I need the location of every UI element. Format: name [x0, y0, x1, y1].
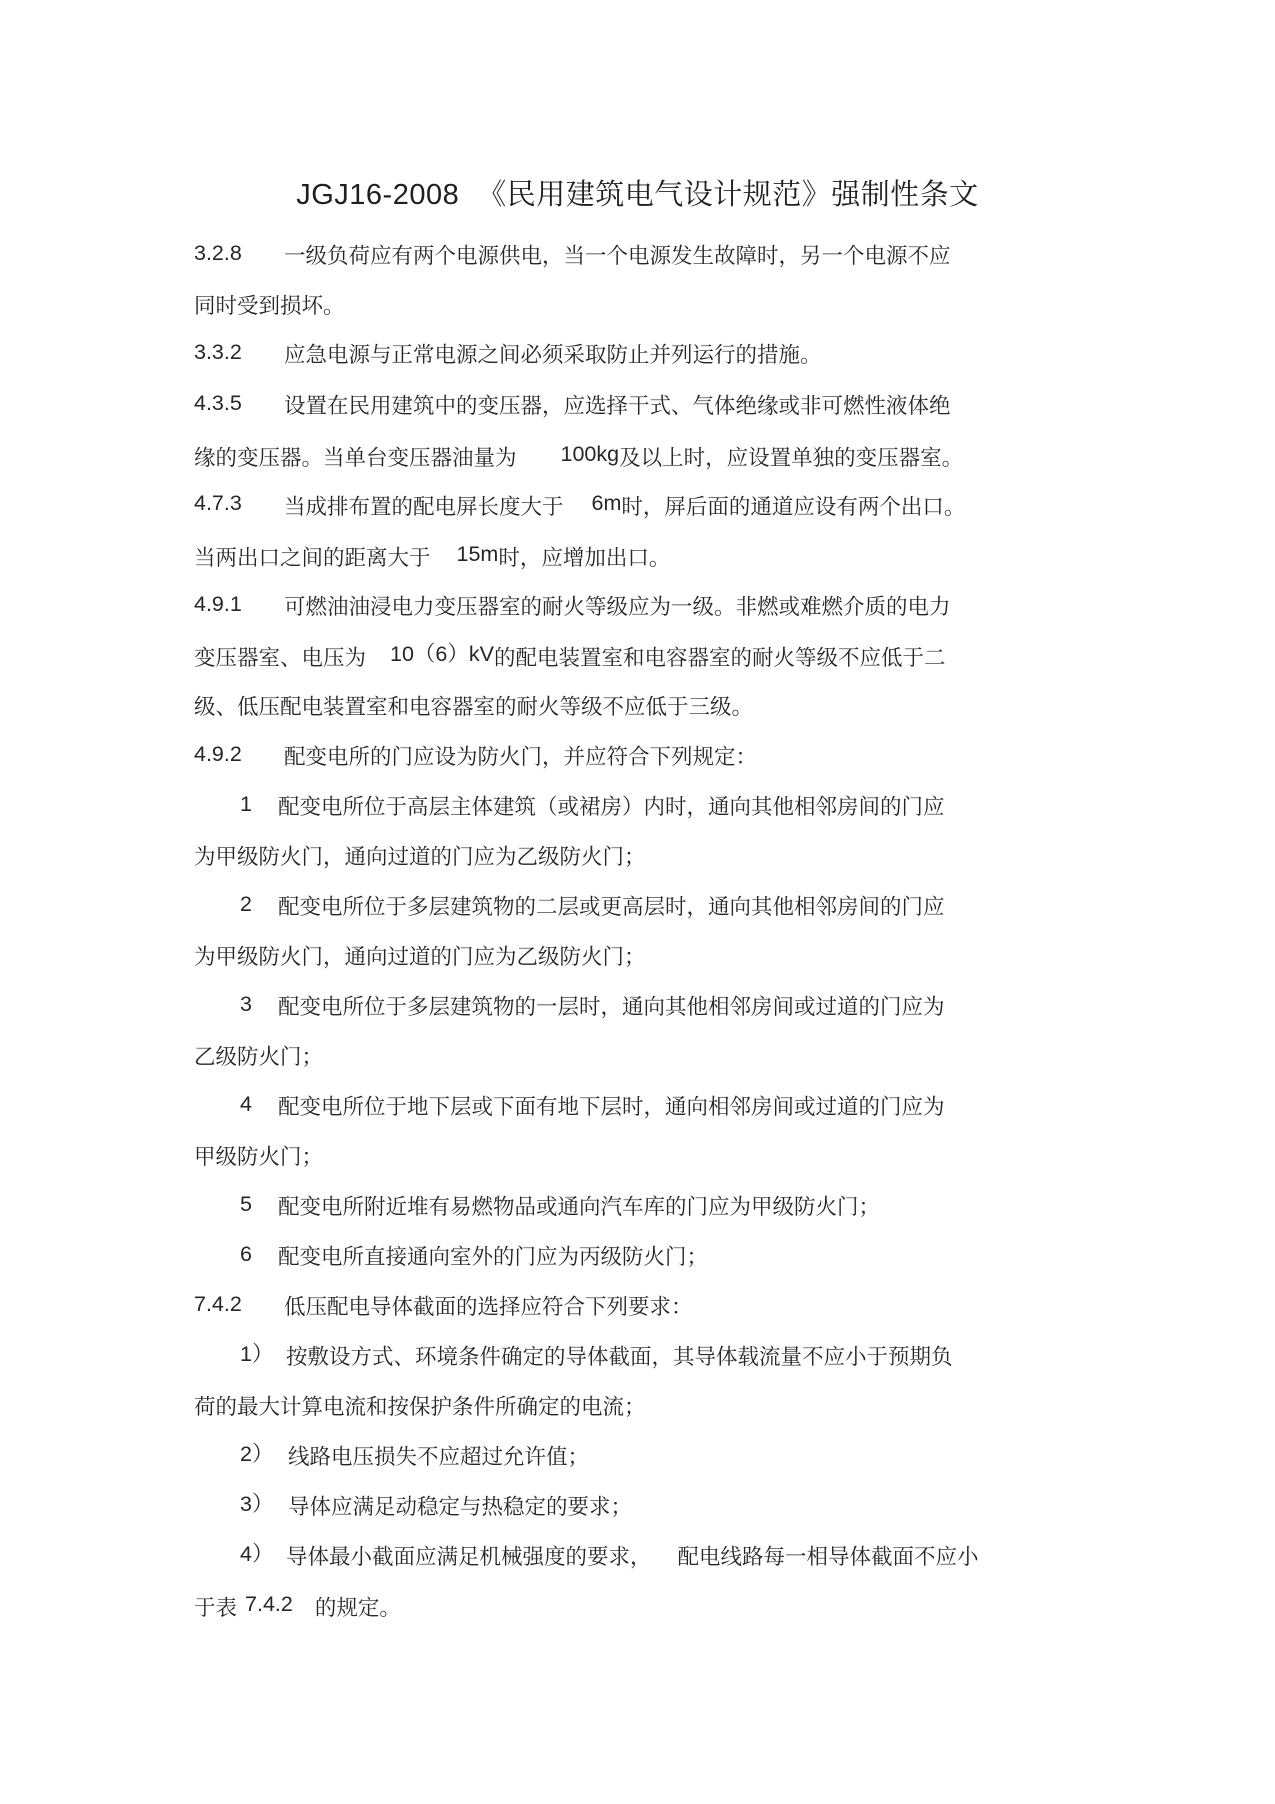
page-title: [0, 172, 1275, 213]
distance-value: 15m: [456, 542, 499, 566]
clause-4-3-5-cont: [194, 443, 963, 474]
list-item: [240, 993, 1100, 1023]
item-text: 配变电所位于多层建筑物的一层时，通向其他相邻房间或过道的门应为: [278, 995, 945, 1020]
clause-4-3-5: [194, 392, 1094, 422]
text-segment: 当成排布置的配电屏长度大于: [284, 495, 564, 520]
item-number: 2）: [240, 1442, 274, 1466]
clause-3-2-8-cont: 同时受到损坏。: [194, 294, 345, 319]
item-text: [286, 1543, 979, 1573]
list-item-cont: 荷的最大计算电流和按保护条件所确定的电流；: [194, 1395, 646, 1420]
clause-3-3-2: [194, 341, 1094, 371]
text-segment: 于表: [194, 1596, 238, 1621]
list-item-cont: 乙级防火门；: [194, 1045, 324, 1070]
list-item: [240, 1343, 1120, 1373]
item-text: 配变电所附近堆有易燃物品或通向汽车库的门应为甲级防火门；: [278, 1195, 881, 1220]
item-text: 配变电所位于地下层或下面有地下层时，通向相邻房间或过道的门应为: [278, 1095, 945, 1120]
list-item: [240, 1243, 1100, 1273]
oil-quantity: 100kg: [560, 442, 620, 466]
list-item: [240, 1093, 1100, 1123]
text-segment: 的配电装置室和电容器室的耐火等级不应低于二: [493, 646, 946, 671]
list-item: [240, 893, 1100, 923]
list-item: [240, 1543, 1120, 1573]
clause-4-9-1-cont2: 级、低压配电装置室和电容器室的耐火等级不应低于三级。: [194, 695, 754, 720]
list-item-cont: [194, 1593, 401, 1624]
text-segment: 配电线路每一相导体截面不应小: [677, 1545, 979, 1570]
item-number: 4）: [240, 1542, 274, 1566]
clause-text: 可燃油油浸电力变压器室的耐火等级应为一级。非燃或难燃介质的电力: [284, 595, 951, 620]
item-text: 配变电所位于多层建筑物的二层或更高层时，通向其他相邻房间的门应: [278, 895, 945, 920]
list-item-cont: 为甲级防火门，通向过道的门应为乙级防火门；: [194, 945, 646, 970]
text-segment: 当两出口之间的距离大于: [194, 546, 431, 571]
clause-number: 3.2.8: [194, 241, 242, 265]
item-number: 5: [240, 1192, 252, 1216]
clause-text: 应急电源与正常电源之间必须采取防止并列运行的措施。: [284, 343, 822, 368]
clause-number: 3.3.2: [194, 340, 242, 364]
item-number: 1）: [240, 1342, 274, 1366]
list-item: [240, 1193, 1100, 1223]
text-segment: 时，应增加出口。: [498, 546, 671, 571]
clause-number: 4.7.3: [194, 491, 242, 515]
list-item-cont: 为甲级防火门，通向过道的门应为乙级防火门；: [194, 845, 646, 870]
list-item: [240, 1493, 1120, 1523]
text-segment: 导体最小截面应满足机械强度的要求，: [286, 1545, 652, 1570]
standard-name: 《民用建筑电气设计规范》强制性条文: [477, 177, 979, 211]
item-number: 3）: [240, 1492, 274, 1516]
clause-number: 7.4.2: [194, 1292, 242, 1316]
text-segment: 缘的变压器。当单台变压器油量为: [194, 446, 517, 471]
item-number: 4: [240, 1092, 252, 1116]
item-number: 3: [240, 992, 252, 1016]
clause-text: 一级负荷应有两个电源供电，当一个电源发生故障时，另一个电源不应: [284, 244, 951, 269]
clause-4-9-1: [194, 593, 1094, 623]
clause-text: 设置在民用建筑中的变压器，应选择干式、气体绝缘或非可燃性液体绝: [284, 394, 951, 419]
clause-4-7-3-cont: [194, 543, 670, 574]
clause-number: 4.3.5: [194, 391, 242, 415]
list-item-cont: 甲级防火门；: [194, 1145, 324, 1170]
item-text: 导体应满足动稳定与热稳定的要求；: [288, 1495, 633, 1520]
clause-number: 4.9.2: [194, 742, 242, 766]
item-text: 线路电压损失不应超过允许值；: [288, 1445, 590, 1470]
item-number: 6: [240, 1242, 252, 1266]
item-text: 按敷设方式、环境条件确定的导体截面，其导体载流量不应小于预期负: [286, 1345, 953, 1370]
clause-text: 配变电所的门应设为防火门，并应符合下列规定：: [284, 745, 758, 770]
text-segment: 变压器室、电压为: [194, 646, 367, 671]
item-text: 配变电所位于高层主体建筑（或裙房）内时，通向其他相邻房间的门应: [278, 795, 945, 820]
length-value: 6m: [591, 491, 622, 515]
clause-4-9-2: [194, 743, 1094, 773]
clause-7-4-2: [194, 1293, 1094, 1323]
clause-4-7-3: [194, 492, 1094, 522]
clause-text: [284, 492, 965, 523]
item-number: 1: [240, 792, 252, 816]
text-segment: 时，屏后面的通道应设有两个出口。: [621, 495, 966, 520]
table-reference: 7.4.2: [245, 1592, 293, 1616]
clause-text: 低压配电导体截面的选择应符合下列要求：: [284, 1295, 693, 1320]
item-text: 配变电所直接通向室外的门应为丙级防火门；: [278, 1245, 709, 1270]
item-number: 2: [240, 892, 252, 916]
standard-code: JGJ16-2008: [296, 179, 460, 211]
text-segment: 及以上时，应设置单独的变压器室。: [619, 446, 964, 471]
clause-3-2-8: [194, 242, 1094, 272]
text-segment: 的规定。: [314, 1596, 401, 1621]
clause-4-9-1-cont: [194, 643, 946, 674]
list-item: [240, 1443, 1120, 1473]
list-item: [240, 793, 1100, 823]
clause-number: 4.9.1: [194, 592, 242, 616]
voltage-value: 10（6）kV: [390, 642, 494, 666]
